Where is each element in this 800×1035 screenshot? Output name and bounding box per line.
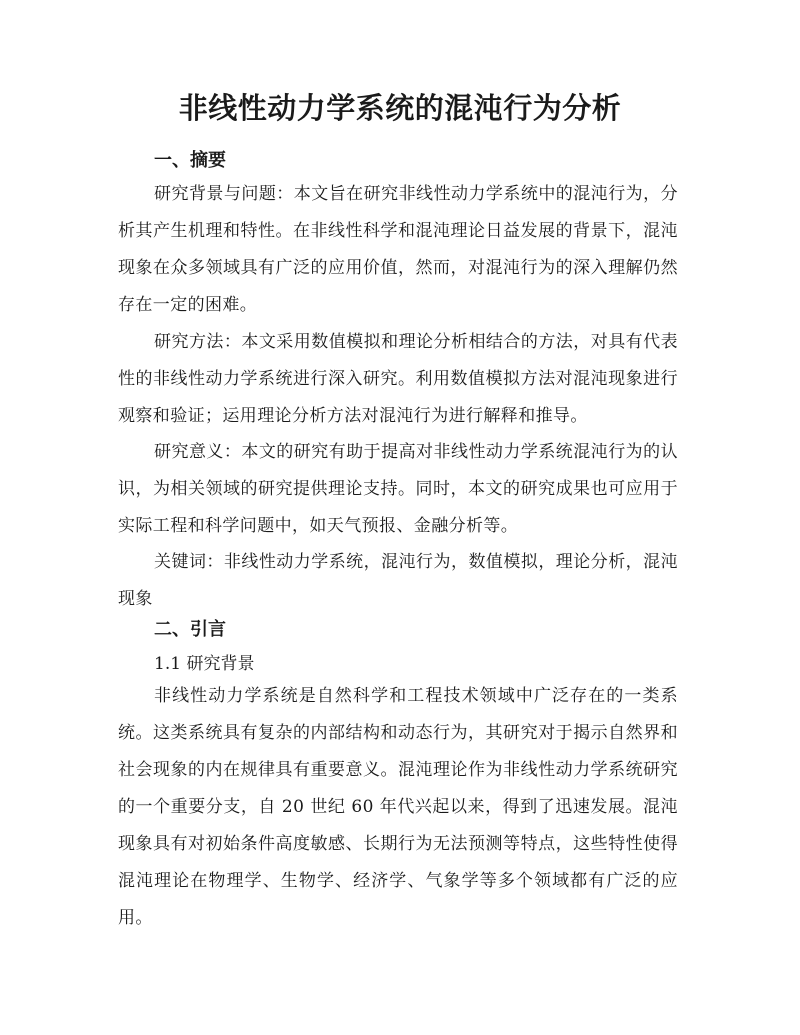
intro-body-paragraph: 非线性动力学系统是自然科学和工程技术领域中广泛存在的一类系统。这类系统具有复杂的内部结构和动态行为，其研究对于揭示自然界和社会现象的内在规律具有重要意义。混沌理论作为非线性动力学系统研究的一个重要分支，自 20 世纪 60 年代兴起以来，得到了迅速发展。混沌现象具有对初始条件高度敏感、长期行为无法预测等特点，这些特性使得混沌理论在物理学、生物学、经济学、气象学等多个领域都有广泛的应用。 <box>118 686 678 928</box>
intro-heading: 二、引言 <box>154 619 226 640</box>
intro-subheading: 1.1 研究背景 <box>154 654 255 674</box>
abstract-background-paragraph: 研究背景与问题：本文旨在研究非线性动力学系统中的混沌行为，分析其产生机理和特性。在非线性科学和混沌理论日益发展的背景下，混沌现象在众多领域具有广泛的应用价值，然而，对混沌行为的深入理解仍然存在一定的困难。 <box>118 184 678 315</box>
abstract-method-paragraph: 研究方法：本文采用数值模拟和理论分析相结合的方法，对具有代表性的非线性动力学系统进行深入研究。利用数值模拟方法对混沌现象进行观察和验证；运用理论分析方法对混沌行为进行解释和推导。 <box>118 332 678 426</box>
abstract-heading: 一、摘要 <box>154 150 226 171</box>
abstract-keywords-paragraph: 关键词：非线性动力学系统，混沌行为，数值模拟，理论分析，混沌现象 <box>118 552 678 609</box>
document-title: 非线性动力学系统的混沌行为分析 <box>178 91 622 125</box>
abstract-significance-paragraph: 研究意义：本文的研究有助于提高对非线性动力学系统混沌行为的认识，为相关领域的研究提供理论支持。同时，本文的研究成果也可应用于实际工程和科学问题中，如天气预报、金融分析等。 <box>118 442 678 536</box>
